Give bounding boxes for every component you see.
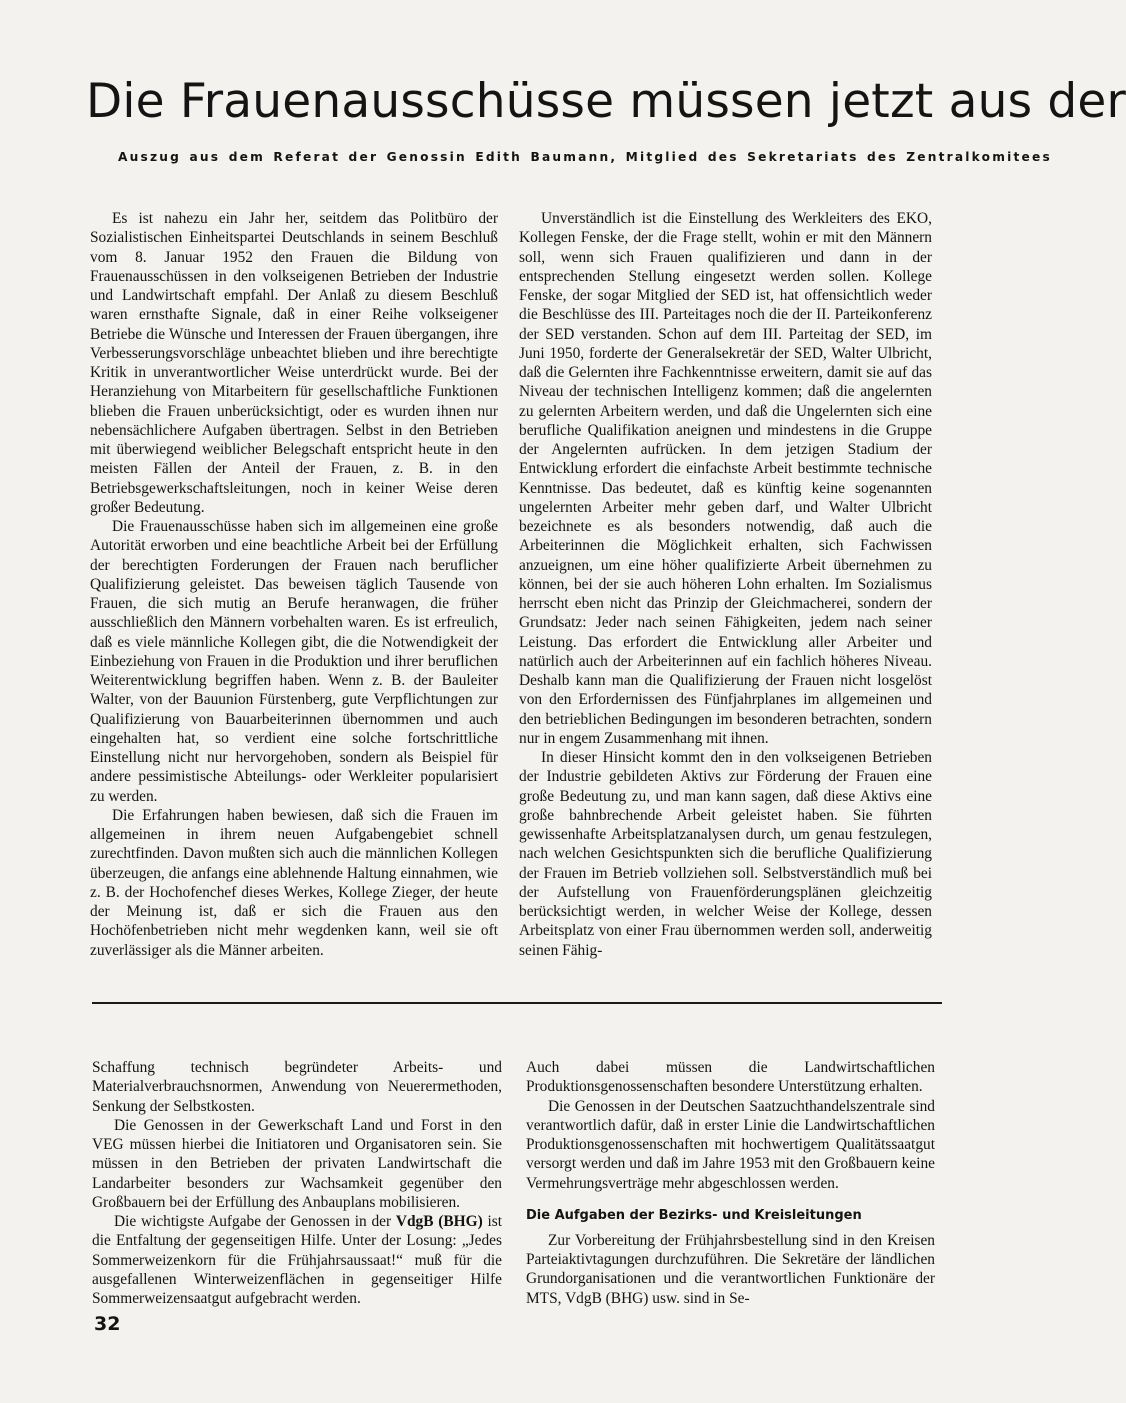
paragraph: Zur Vorbereitung der Frühjahrsbestellung sind in den Kreisen Parteiaktivtagungen durchzuführen. Die Sekretäre der ländlichen Grundorganisationen und die verantwortlichen Funktionäre der MTS, VdgB (BHG) usw. sind in Se- xyxy=(526,1231,935,1307)
paragraph: In dieser Hinsicht kommt den in den volkseigenen Betrieben der Industrie gebildeten Aktivs zur Förderung der Frauen eine große Bedeutung zu, und man kann sagen, daß diese Aktivs eine große bahnbrechende Arbeit geleistet haben. Sie führten gewissenhafte Arbeitsplatzanalysen durch, um genau festzulegen, nach welchen Gesichtspunkten sich die berufliche Qualifizierung der Frauen im Betrieb vollziehen soll. Selbstverständlich muß bei der Aufstellung von Frauenförderungsplänen gleichzeitig berücksichtigt werden, in welcher Weise der Kollege, dessen Arbeitsplatz von einer Frau übernommen werden soll, anderweitig seinen Fähig- xyxy=(519,749,932,959)
article-subtitle: Auszug aus dem Referat der Genossin Edith Baumann, Mitglied des Sekretariats des Zentralkomitees xyxy=(118,150,1052,164)
page-number: 32 xyxy=(94,1313,121,1335)
paragraph-text: Die wichtigste Aufgabe der Genossen in der xyxy=(114,1213,392,1230)
paragraph: Die Frauenausschüsse haben sich im allgemeinen eine große Autorität erworben und eine beachtliche Arbeit bei der Erfüllung der berechtigten Forderungen der Frauen nach beruflicher Qualifizierung geleistet. Das beweisen täglich Tausende von Frauen, die sich mutig an Berufe heranwagen, die früher ausschließlich den Männern vorbehalten waren. Es ist erfreulich, daß es viele männliche Kollegen gibt, die die Notwendigkeit der Einbeziehung von Frauen in die Produktion und ihrer beruflichen Weiterentwicklung begriffen haben. Wenn z. B. der Bauleiter Walter, von der Bauunion Fürstenberg, gute Verpflichtungen zur Qualifizierung von Bauarbeiterinnen übernommen und auch eingehalten hat, so verdient eine solche fortschrittliche Einstellung nicht nur hervorgehoben, sondern als Beispiel für andere pessimistische Abteilungs- oder Werkleiter popularisiert zu werden. xyxy=(90,518,498,805)
paragraph xyxy=(92,1212,502,1308)
article-title: Die Frauenausschüsse müssen jetzt aus der xyxy=(86,74,1126,129)
column-2 xyxy=(519,209,932,960)
bold-term: VdgB (BHG) xyxy=(395,1213,483,1230)
paragraph: Unverständlich ist die Einstellung des Werkleiters des EKO, Kollegen Fenske, der die Frage stellt, wohin er mit den Männern soll, wenn sich Frauen qualifizieren und dann in der entsprechenden Stellung eingesetzt werden sollen. Kollege Fenske, der sogar Mitglied der SED ist, hat offensichtlich weder die Beschlüsse des III. Parteitages noch die der II. Parteikonferenz der SED verstanden. Schon auf dem III. Parteitag der SED, im Juni 1950, forderte der Generalsekretär der SED, Walter Ulbricht, daß die Gelernten ihre Fachkenntnisse erweitern, damit sie auf das Niveau der technischen Intelligenz kommen; daß die angelernten zu gelernten Arbeitern werden, und daß die Ungelernten sich eine berufliche Qualifikation aneignen und mindestens in die Gruppe der Angelernten aufrücken. In dem jetzigen Stadium der Entwicklung erfordert die einfachste Arbeit bestimmte technische Kenntnisse. Das bedeutet, daß es künftig keine sogenannten ungelernten Arbeiter mehr geben darf, und Walter Ulbricht bezeichnete es als besonders notwendig, daß auch die Arbeiterinnen die Möglichkeit erhalten, sich Fachwissen anzueignen, um eine höher qualifizierte Arbeit übernehmen zu können, bei der sie auch höheren Lohn erhalten. Im Sozialismus herrscht eben nicht das Prinzip der Gleichmacherei, sondern der Grundsatz: Jeder nach seinen Fähigkeiten, jedem nach seiner Leistung. Das erfordert die Entwicklung aller Arbeiter und natürlich auch der Arbeiterinnen auf ein fachlich höheres Niveau. Deshalb kann man die Qualifizierung der Frauen nicht losgelöst von den Erfordernissen des Fünfjahrplanes im allgemeinen und den betrieblichen Bedingungen im besonderen betrachten, sondern nur in engem Zusammenhang mit ihnen. xyxy=(519,210,932,747)
paragraph: Auch dabei müssen die Landwirtschaftlichen Produktionsgenossenschaften besondere Unterstützung erhalten. xyxy=(526,1059,935,1096)
section-heading: Die Aufgaben der Bezirks- und Kreisleitungen xyxy=(526,1207,862,1223)
paragraph: Die Genossen in der Deutschen Saatzuchthandelszentrale sind verantwortlich dafür, daß in erster Linie die Landwirtschaftlichen Produktionsgenossenschaften mit hochwertigem Qualitätssaatgut versorgt werden und daß im Jahre 1953 mit den Großbauern keine Vermehrungsverträge mehr abgeschlossen werden. xyxy=(526,1097,935,1192)
section-divider xyxy=(92,1002,942,1004)
column-3 xyxy=(92,1058,502,1308)
paragraph-text: ist die Entfaltung der gegenseitigen Hilfe. Unter der Losung: „Jedes Sommerweizenkorn für die Frühjahrsaussaat!“ muß für die ausgefallenen Winterweizenflächen in gegenseitiger Hilfe Sommerweizensaatgut aufgebracht werden. xyxy=(92,1213,502,1307)
paragraph: Die Erfahrungen haben bewiesen, daß sich die Frauen im allgemeinen in ihrem neuen Aufgabengebiet schnell zurechtfinden. Davon mußten sich auch die männlichen Kollegen überzeugen, die anfangs eine ablehnende Haltung einnahmen, wie z. B. der Hochofenchef dieses Werkes, Kollege Zieger, der heute der Meinung ist, daß er sich die Frauen aus den Hochöfenbetrieben nicht mehr wegdenken kann, weil sie oft zuverlässiger als die Männer arbeiten. xyxy=(90,806,498,959)
paragraph: Es ist nahezu ein Jahr her, seitdem das Politbüro der Sozialistischen Einheitspartei Deutschlands in seinem Beschluß vom 8. Januar 1952 den Frauen die Bildung von Frauenausschüssen in den volkseigenen Betrieben der Industrie und Landwirtschaft empfahl. Der Anlaß zu diesem Beschluß waren ernsthafte Signale, daß in einer Reihe volkseigener Betriebe die Wünsche und Interessen der Frauen übergangen, ihre Verbesserungsvorschläge unbeachtet blieben und ihre berechtigte Kritik in unverantwortlicher Weise unterdrückt wurde. Bei der Heranziehung von Mitarbeitern für gesellschaftliche Funktionen blieben die Frauen unberücksichtigt, oder es wurden ihnen nur nebensächlichere Aufgaben übertragen. Selbst in den Betrieben mit überwiegend weiblicher Belegschaft entspricht heute in den meisten Fällen der Anteil der Frauen, z. B. in den Betriebsgewerkschaftsleitungen, noch in keiner Weise deren großer Bedeutung. xyxy=(90,210,498,516)
column-4 xyxy=(526,1058,935,1308)
paragraph: Die Genossen in der Gewerkschaft Land und Forst in den VEG müssen hierbei die Initiatoren und Organisatoren sein. Sie müssen in den Betrieben der privaten Landwirtschaft die Landarbeiter besonders zur Wachsamkeit gegenüber den Großbauern bei der Erfüllung des Anbauplans mobilisieren. xyxy=(92,1116,502,1211)
paragraph: Schaffung technisch begründeter Arbeits- und Materialverbrauchsnormen, Anwendung von Neuerermethoden, Senkung der Selbstkosten. xyxy=(92,1059,502,1115)
column-1 xyxy=(90,209,498,960)
